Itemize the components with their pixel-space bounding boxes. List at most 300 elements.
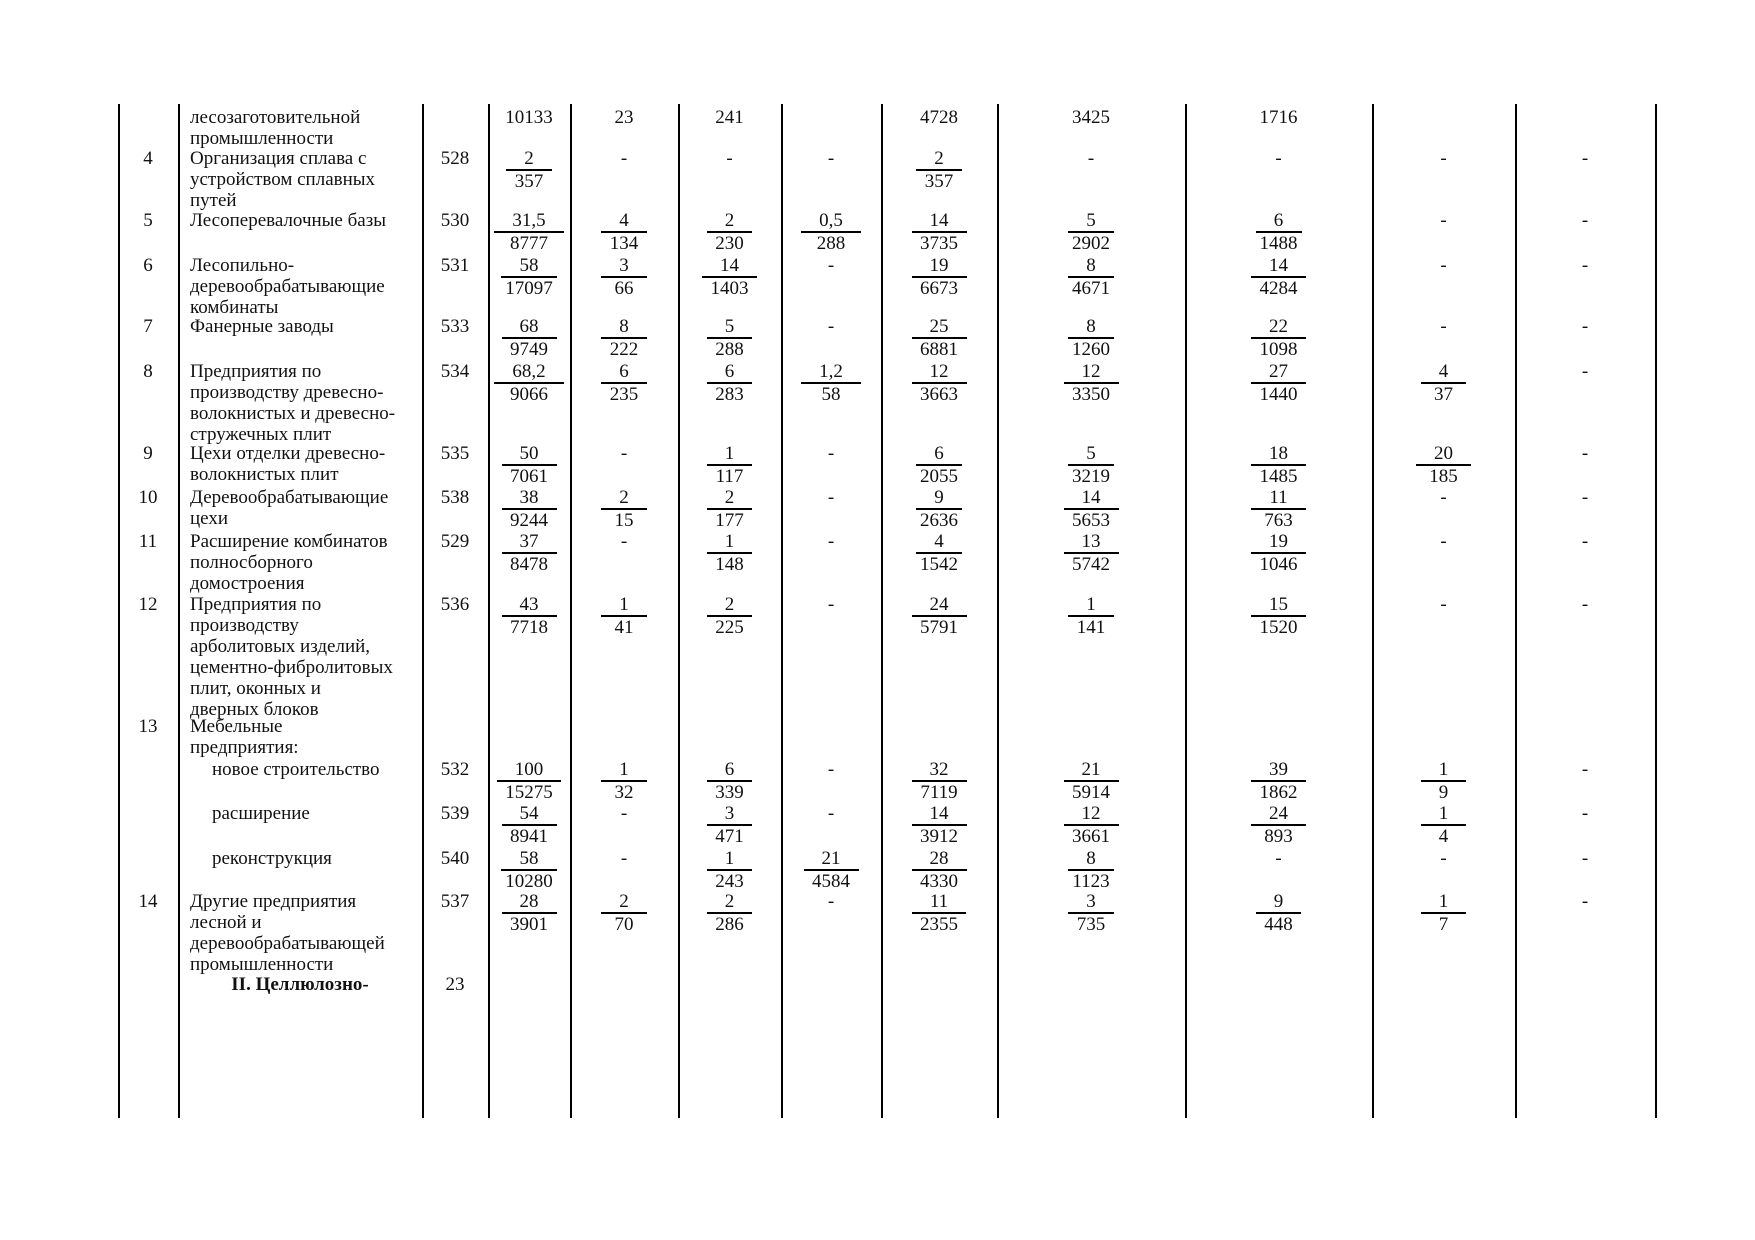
row-name-line: производству: [190, 615, 299, 636]
fraction-value: [707, 759, 753, 803]
fraction-numerator: 12: [1064, 803, 1119, 826]
table-row: [118, 531, 1655, 594]
fraction-value: [501, 255, 557, 299]
value-cell: [997, 594, 1185, 638]
dash-value: -: [620, 443, 628, 464]
fraction-value: [1421, 361, 1467, 405]
fraction-value: [707, 361, 753, 405]
fraction-numerator: 22: [1251, 316, 1306, 339]
fraction-numerator: 25: [912, 316, 967, 339]
value-cell: [881, 487, 997, 531]
value-cell: [781, 210, 881, 254]
value-cell: [1372, 255, 1515, 276]
fraction-denominator: 357: [924, 171, 954, 192]
row-number: 14: [138, 891, 158, 912]
fraction-denominator: 2055: [920, 466, 958, 487]
row-name: [178, 803, 422, 824]
fraction-denominator: 3350: [1072, 384, 1110, 405]
fraction-numerator: 14: [1251, 255, 1306, 278]
fraction-numerator: 5: [707, 316, 753, 339]
row-name: [178, 531, 422, 594]
fraction-numerator: 14: [702, 255, 757, 278]
row-name: [178, 487, 422, 529]
row-name-line: цементно-фибролитовых: [190, 657, 393, 678]
row-code: 537: [440, 891, 470, 912]
fraction-value: [916, 148, 962, 192]
fraction-value: [801, 210, 861, 254]
fraction-value: [707, 594, 753, 638]
fraction-denominator: 288: [715, 339, 744, 360]
fraction-numerator: 68,2: [494, 361, 563, 384]
fraction-denominator: 288: [816, 233, 846, 254]
row-name: [178, 148, 422, 211]
row-name-line: промышленности: [190, 954, 334, 975]
fraction-value: [1068, 594, 1114, 638]
fraction-value: [601, 759, 647, 803]
fraction-numerator: 9: [916, 487, 962, 510]
table-row: [118, 255, 1655, 316]
fraction-denominator: 222: [609, 339, 639, 360]
fraction-numerator: 4: [601, 210, 647, 233]
value-cell: [488, 848, 570, 892]
value-cell: [781, 255, 881, 276]
fraction-numerator: 1,2: [801, 361, 861, 384]
fraction-denominator: 3735: [920, 233, 958, 254]
table-row: [118, 443, 1655, 487]
row-name-line: плит, оконных и: [190, 678, 321, 699]
value-cell: [781, 759, 881, 780]
fraction-value: [502, 594, 557, 638]
fraction-value: [912, 848, 967, 892]
fraction-denominator: 235: [609, 384, 639, 405]
fraction-numerator: 58: [501, 255, 557, 278]
fraction-denominator: 4584: [812, 871, 850, 892]
fraction-numerator: 14: [912, 803, 967, 826]
fraction-value: [501, 848, 557, 892]
fraction-value: [707, 316, 753, 360]
value-cell: [997, 759, 1185, 803]
fraction-value: [916, 487, 962, 531]
fraction-value: [912, 891, 966, 935]
fraction-value: [1251, 443, 1306, 487]
value-cell: [1185, 148, 1372, 169]
fraction-denominator: 8941: [510, 826, 548, 847]
fraction-denominator: 5653: [1072, 510, 1110, 531]
fraction-denominator: 339: [715, 782, 744, 803]
fraction-denominator: 283: [715, 384, 744, 405]
row-name: [178, 759, 422, 780]
value-cell: [997, 361, 1185, 405]
fraction-numerator: 6: [707, 759, 753, 782]
row-name-line: Лесоперевалочные базы: [190, 210, 386, 231]
dash-value: -: [1440, 148, 1447, 169]
fraction-numerator: 21: [804, 848, 859, 871]
dash-value: -: [827, 316, 835, 337]
row-name-line: Расширение комбинатов: [190, 531, 388, 552]
row-code: 531: [440, 255, 470, 276]
value-cell: [1372, 848, 1515, 869]
fraction-denominator: 735: [1076, 914, 1106, 935]
value-cell: [781, 531, 881, 552]
row-name-line: дверных блоков: [190, 699, 319, 720]
row-name-line: Цехи отделки древесно-: [190, 443, 386, 464]
value-cell: [1185, 255, 1372, 299]
fraction-denominator: 9749: [510, 339, 548, 360]
fraction-value: [1068, 848, 1114, 892]
value-cell: [678, 487, 781, 531]
value-cell: [997, 255, 1185, 299]
value-cell: [488, 487, 570, 531]
value-cell: [678, 107, 781, 128]
fraction-denominator: 763: [1264, 510, 1293, 531]
fraction-numerator: 18: [1251, 443, 1306, 466]
fraction-numerator: 11: [912, 891, 966, 914]
value-cell: [881, 361, 997, 405]
row-number: 4: [143, 148, 153, 169]
fraction-denominator: 3912: [920, 826, 958, 847]
fraction-denominator: 286: [715, 914, 744, 935]
fraction-value: [1421, 759, 1467, 803]
fraction-numerator: 43: [502, 594, 557, 617]
row-code: 532: [440, 759, 470, 780]
row-name-line: арболитовых изделий,: [190, 636, 371, 657]
table-row: [118, 361, 1655, 443]
fraction-denominator: 6881: [920, 339, 958, 360]
fraction-value: [1064, 803, 1119, 847]
fraction-numerator: 28: [502, 891, 557, 914]
fraction-numerator: 2: [601, 891, 647, 914]
fraction-numerator: 21: [1064, 759, 1119, 782]
row-name: [178, 443, 422, 485]
fraction-denominator: 134: [609, 233, 639, 254]
fraction-denominator: 8777: [510, 233, 548, 254]
fraction-numerator: 19: [912, 255, 967, 278]
row-name-line: промышленности: [190, 128, 334, 149]
fraction-numerator: 2: [916, 148, 962, 171]
value-cell: [881, 255, 997, 299]
fraction-numerator: 39: [1251, 759, 1306, 782]
value-cell: [881, 316, 997, 360]
row-code: 540: [440, 848, 470, 869]
fraction-numerator: 100: [497, 759, 562, 782]
value-cell: [1372, 803, 1515, 847]
fraction-numerator: 32: [912, 759, 967, 782]
table-row: [118, 148, 1655, 210]
row-name-line: стружечных плит: [190, 424, 332, 445]
fraction-numerator: 2: [707, 594, 753, 617]
fraction-value: [502, 316, 557, 360]
value-cell: [1185, 316, 1372, 360]
value-cell: [678, 531, 781, 575]
row-name-line: Организация сплава с: [190, 148, 367, 169]
fraction-value: [912, 759, 967, 803]
value-cell: [1372, 443, 1515, 487]
fraction-value: [1068, 443, 1114, 487]
value-cell: [1185, 443, 1372, 487]
fraction-numerator: 14: [912, 210, 967, 233]
fraction-value: [502, 531, 557, 575]
row-name-line: лесной и: [190, 912, 262, 933]
table-row: [118, 594, 1655, 720]
dash-value: -: [1440, 255, 1447, 276]
fraction-value: [912, 210, 967, 254]
dash-value: -: [1581, 255, 1589, 276]
row-name-line: деревообрабатывающей: [190, 933, 385, 954]
row-name: [178, 107, 422, 149]
fraction-numerator: 0,5: [801, 210, 861, 233]
fraction-value: [1251, 594, 1306, 638]
fraction-numerator: 6: [707, 361, 753, 384]
fraction-value: [707, 531, 753, 575]
fraction-numerator: 6: [601, 361, 647, 384]
fraction-numerator: 5: [1068, 210, 1114, 233]
dash-value: -: [827, 594, 835, 615]
value-cell: [570, 848, 678, 869]
value-cell: [881, 594, 997, 638]
value-cell: [881, 210, 997, 254]
row-code: 535: [440, 443, 470, 464]
value-cell: [997, 487, 1185, 531]
value-cell: [678, 594, 781, 638]
fraction-value: [1064, 487, 1119, 531]
value-cell: [781, 443, 881, 464]
fraction-value: [707, 443, 753, 487]
fraction-value: [1421, 803, 1467, 847]
fraction-numerator: 4: [916, 531, 962, 554]
row-number: 10: [138, 487, 158, 508]
value-cell: [997, 803, 1185, 847]
row-name-line: Деревообрабатывающие: [190, 487, 389, 508]
dash-value: -: [1581, 594, 1589, 615]
number-value: 241: [715, 107, 744, 128]
fraction-denominator: 8478: [510, 554, 548, 575]
fraction-numerator: 8: [601, 316, 647, 339]
fraction-numerator: 58: [501, 848, 557, 871]
value-cell: [1185, 848, 1372, 869]
dash-value: -: [827, 255, 835, 276]
table-row: [118, 848, 1655, 891]
value-cell: [1372, 759, 1515, 803]
value-cell: [1185, 531, 1372, 575]
value-cell: [570, 803, 678, 824]
fraction-denominator: 4330: [920, 871, 958, 892]
row-name-line: реконструкция: [212, 848, 332, 869]
row-number: 7: [143, 316, 153, 337]
value-cell: [1515, 759, 1655, 780]
fraction-value: [506, 148, 552, 192]
fraction-numerator: 1: [707, 531, 753, 554]
value-cell: [678, 148, 781, 169]
row-name-line: предприятия:: [190, 737, 299, 758]
fraction-value: [1068, 255, 1114, 299]
fraction-numerator: 24: [1251, 803, 1306, 826]
table-row: [118, 210, 1655, 255]
fraction-denominator: 448: [1264, 914, 1293, 935]
row-name-line: комбинаты: [190, 297, 279, 318]
dash-value: -: [1087, 148, 1095, 169]
row-name-line: производству древесно-: [190, 382, 384, 403]
row-name-line: II. Целлюлозно-: [231, 974, 369, 995]
dash-value: -: [1440, 487, 1447, 508]
row-number: 12: [138, 594, 158, 615]
value-cell: [488, 210, 570, 254]
dash-value: -: [827, 891, 835, 912]
fraction-numerator: 1: [707, 848, 753, 871]
row-name: [178, 716, 422, 758]
row-name-line: Другие предприятия: [190, 891, 357, 912]
value-cell: [781, 487, 881, 508]
section-heading: [178, 974, 422, 995]
fraction-denominator: 66: [614, 278, 634, 299]
dash-value: -: [827, 759, 835, 780]
fraction-denominator: 15275: [505, 782, 553, 803]
value-cell: [678, 210, 781, 254]
value-cell: [488, 443, 570, 487]
fraction-numerator: 28: [912, 848, 967, 871]
dash-value: -: [1440, 848, 1447, 869]
fraction-value: [1256, 210, 1302, 254]
fraction-value: [1251, 316, 1306, 360]
fraction-denominator: 177: [715, 510, 744, 531]
value-cell: [570, 759, 678, 803]
dash-value: -: [620, 848, 628, 869]
value-cell: [678, 361, 781, 405]
fraction-value: [707, 803, 753, 847]
value-cell: [1185, 891, 1372, 935]
row-name-line: полносборного: [190, 552, 313, 573]
value-cell: [997, 210, 1185, 254]
fraction-numerator: 4: [1421, 361, 1467, 384]
dash-value: -: [827, 531, 835, 552]
fraction-value: [601, 255, 647, 299]
fraction-denominator: 1098: [1259, 339, 1298, 360]
value-cell: [1372, 594, 1515, 615]
value-cell: [678, 848, 781, 892]
value-cell: [1515, 255, 1655, 276]
fraction-denominator: 3219: [1072, 466, 1110, 487]
fraction-denominator: 185: [1429, 466, 1458, 487]
value-cell: [781, 848, 881, 892]
value-cell: [488, 759, 570, 803]
value-cell: [781, 361, 881, 405]
fraction-numerator: 27: [1251, 361, 1306, 384]
table-row: [118, 759, 1655, 803]
number-value: 4728: [920, 107, 958, 128]
fraction-denominator: 1046: [1259, 554, 1298, 575]
value-cell: [488, 107, 570, 128]
fraction-numerator: 8: [1068, 255, 1114, 278]
fraction-value: [494, 210, 563, 254]
value-cell: [678, 443, 781, 487]
fraction-numerator: 3: [1068, 891, 1114, 914]
fraction-denominator: 117: [715, 466, 744, 487]
fraction-numerator: 2: [601, 487, 647, 510]
row-code: 533: [440, 316, 470, 337]
value-cell: [488, 361, 570, 405]
fraction-numerator: 1: [601, 594, 647, 617]
value-cell: [1515, 443, 1655, 464]
value-cell: [1515, 531, 1655, 552]
fraction-value: [1251, 361, 1306, 405]
fraction-value: [912, 803, 967, 847]
row-code: 538: [440, 487, 470, 508]
row-name: [178, 891, 422, 975]
dash-value: -: [726, 148, 733, 169]
fraction-value: [912, 255, 967, 299]
fraction-value: [1251, 759, 1306, 803]
value-cell: [781, 316, 881, 337]
value-cell: [678, 891, 781, 935]
fraction-value: [1251, 255, 1306, 299]
fraction-numerator: 15: [1251, 594, 1306, 617]
dash-value: -: [1440, 210, 1447, 231]
fraction-numerator: 11: [1251, 487, 1305, 510]
fraction-value: [497, 759, 562, 803]
fraction-value: [1256, 891, 1302, 935]
fraction-numerator: 5: [1068, 443, 1114, 466]
value-cell: [1185, 107, 1372, 128]
value-cell: [881, 759, 997, 803]
fraction-denominator: 4671: [1072, 278, 1110, 299]
row-name: [178, 848, 422, 869]
fraction-numerator: 3: [707, 803, 753, 826]
fraction-numerator: 1: [1421, 891, 1467, 914]
fraction-value: [494, 361, 563, 405]
row-number: 8: [143, 361, 153, 382]
fraction-value: [1068, 891, 1114, 935]
row-name-line: Предприятия по: [190, 594, 322, 615]
value-cell: [1372, 487, 1515, 508]
table-row: [118, 107, 1655, 148]
value-cell: [1185, 803, 1372, 847]
value-cell: [488, 803, 570, 847]
fraction-numerator: 8: [1068, 848, 1114, 871]
fraction-value: [707, 210, 753, 254]
fraction-value: [916, 531, 962, 575]
value-cell: [881, 148, 997, 192]
value-cell: [678, 803, 781, 847]
fraction-denominator: 15: [614, 510, 634, 531]
fraction-denominator: 7718: [510, 617, 548, 638]
dash-value: -: [1581, 443, 1589, 464]
fraction-numerator: 1: [1068, 594, 1114, 617]
value-cell: [1372, 148, 1515, 169]
fraction-value: [601, 891, 647, 935]
value-cell: [881, 107, 997, 128]
fraction-denominator: 9066: [510, 384, 548, 405]
value-cell: [881, 803, 997, 847]
fraction-denominator: 5791: [920, 617, 958, 638]
fraction-value: [1068, 316, 1114, 360]
fraction-value: [502, 803, 557, 847]
table-row: [118, 803, 1655, 848]
fraction-denominator: 41: [614, 617, 634, 638]
row-name-line: новое строительство: [212, 759, 380, 780]
fraction-denominator: 7119: [920, 782, 958, 803]
row-number: 6: [143, 255, 153, 276]
column-divider: [1655, 104, 1657, 1118]
value-cell: [570, 255, 678, 299]
value-cell: [997, 891, 1185, 935]
fraction-denominator: 1123: [1072, 871, 1110, 892]
value-cell: [488, 148, 570, 192]
table-row: [118, 487, 1655, 531]
fraction-denominator: 7: [1438, 914, 1449, 935]
fraction-value: [702, 255, 757, 299]
fraction-value: [804, 848, 859, 892]
fraction-value: [601, 210, 647, 254]
value-cell: [781, 148, 881, 169]
